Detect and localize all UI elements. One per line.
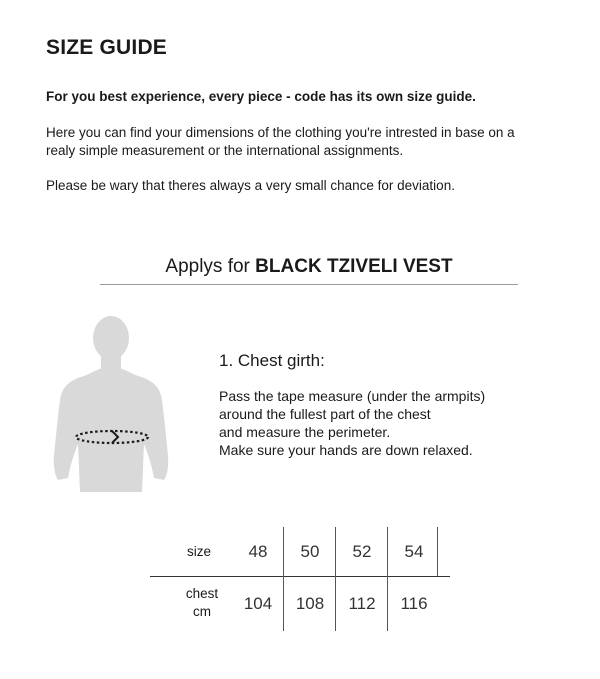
product-name: BLACK TZIVELI VEST <box>255 256 453 277</box>
size-value: 50 <box>300 542 320 561</box>
instruction-line: and measure the perimeter. <box>219 424 391 440</box>
size-value: 48 <box>248 542 268 561</box>
table-divider <box>387 527 388 631</box>
intro-line: Here you can find your dimensions of the clothing you're intrested in base on a <box>46 125 515 140</box>
intro-paragraph <box>46 124 586 160</box>
measurement-instructions <box>219 387 559 459</box>
chest-value: 108 <box>295 594 325 613</box>
divider <box>100 284 518 285</box>
size-value: 54 <box>404 542 424 561</box>
instruction-line: Pass the tape measure (under the armpits) <box>219 388 486 404</box>
row-header-size: size <box>186 544 211 559</box>
table-divider <box>150 576 450 577</box>
intro-line: realy simple measurement or the international assignments. <box>46 143 404 158</box>
applies-heading <box>100 256 518 278</box>
instruction-line: Make sure your hands are down relaxed. <box>219 442 473 458</box>
row-header-chest-line2: cm <box>193 604 211 619</box>
table-divider <box>335 527 336 631</box>
torso-silhouette-icon <box>50 316 172 492</box>
table-divider <box>283 527 284 631</box>
chest-value: 112 <box>348 594 376 613</box>
page-title: SIZE GUIDE <box>46 36 168 59</box>
table-divider <box>437 527 438 576</box>
intro-bold-text: For you best experience, every piece - code has its own size guide. <box>46 89 476 104</box>
deviation-note: Please be wary that theres always a very small chance for deviation. <box>46 178 455 193</box>
measurement-heading: 1. Chest girth: <box>219 351 325 370</box>
size-value: 52 <box>352 542 372 561</box>
instruction-line: around the fullest part of the chest <box>219 406 431 422</box>
applies-prefix: Applys for <box>165 256 256 277</box>
row-header-chest-line1: chest <box>185 586 219 601</box>
chest-value: 116 <box>400 594 428 613</box>
chest-value: 104 <box>243 594 273 613</box>
